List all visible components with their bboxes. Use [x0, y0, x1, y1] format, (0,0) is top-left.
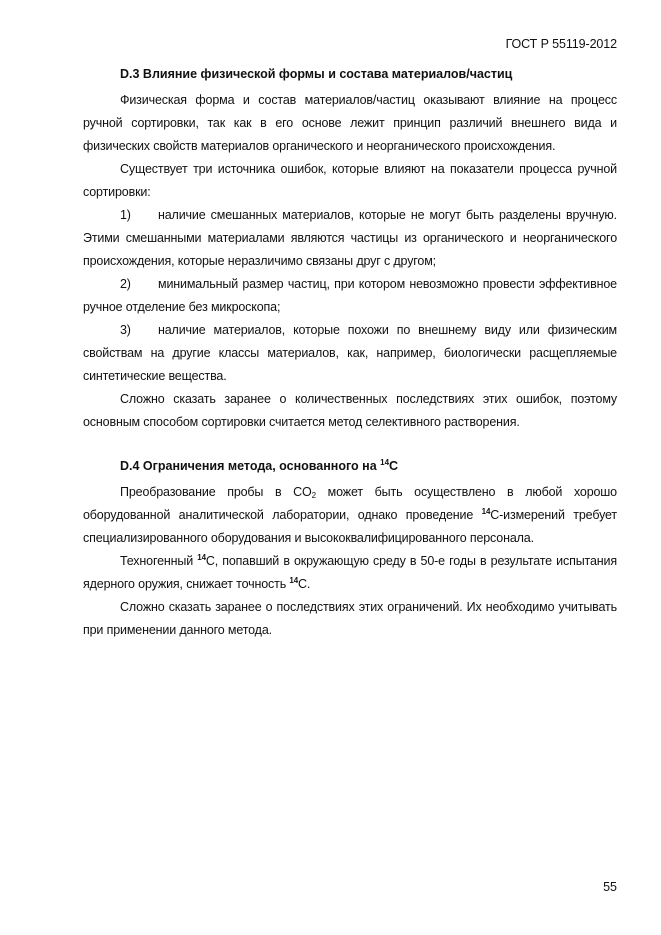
section-d4-paragraph-1 — [83, 481, 617, 550]
text: может быть осуществлено в любой хорошо оборудованной аналитической лаборатории, однако проведение — [83, 485, 617, 522]
section-d3-paragraph-3: Сложно сказать заранее о количественных последствиях этих ошибок, поэтому основным способом сортировки считается метод селективного растворения. — [83, 392, 617, 429]
subscript: 2 — [311, 491, 316, 500]
superscript: 14 — [289, 576, 299, 585]
section-d3-title: D.3 Влияние физической формы и состава материалов/частиц — [120, 67, 513, 81]
page-content — [83, 64, 617, 642]
list-item-text: минимальный размер частиц, при котором невозможно провести эффективное ручное отделение без микроскопа; — [83, 277, 617, 314]
section-d3-paragraph-2: Существует три источника ошибок, которые влияют на показатели процесса ручной сортировки: — [83, 162, 617, 199]
section-d4-paragraph-3: Сложно сказать заранее о последствиях этих ограничений. Их необходимо учитывать при применении данного метода. — [83, 600, 617, 637]
list-item-3 — [83, 319, 617, 388]
list-item-text: наличие смешанных материалов, которые не могут быть разделены вручную. Этими смешанными материалами являются частицы из органического и неорганического происхождения, которые неразличимо связаны друг с другом; — [83, 208, 617, 268]
section-d4-title — [83, 456, 617, 476]
superscript: 14 — [380, 458, 390, 467]
text: C. — [298, 577, 311, 591]
title-text: D.4 Ограничения метода, основанного на — [120, 459, 381, 473]
section-d3-paragraph-1: Физическая форма и состав материалов/частиц оказывают влияние на процесс ручной сортировки, так как в его основе лежит принцип различий внешнего вида и физических свойств материалов органического и неорганического происхождения. — [83, 93, 617, 153]
page-number: 55 — [603, 880, 617, 894]
section-d4-paragraph-2 — [83, 550, 617, 596]
list-item-1 — [83, 204, 617, 273]
text: C, попавший в окружающую среду в 50-е годы в результате испытания ядерного оружия, снижает точность — [83, 554, 617, 591]
document-code: ГОСТ Р 55119-2012 — [505, 37, 617, 51]
text: Преобразование пробы в CO — [120, 485, 312, 499]
list-item-number: 2) — [120, 277, 131, 291]
list-item-2 — [83, 273, 617, 319]
superscript: 14 — [197, 553, 206, 562]
title-text: C — [389, 459, 399, 473]
section-spacer — [83, 434, 617, 456]
text: C-измерений требует специализированного оборудования и высококвалифицированного персонала. — [83, 508, 617, 545]
superscript: 14 — [481, 507, 491, 516]
list-item-text: наличие материалов, которые похожи по внешнему виду или физическим свойствам на другие классы материалов, как, например, биологически расщепляемые синтетические вещества. — [83, 323, 617, 383]
text: Техногенный — [120, 554, 198, 568]
list-item-number: 1) — [120, 208, 131, 222]
list-item-number: 3) — [120, 323, 131, 337]
